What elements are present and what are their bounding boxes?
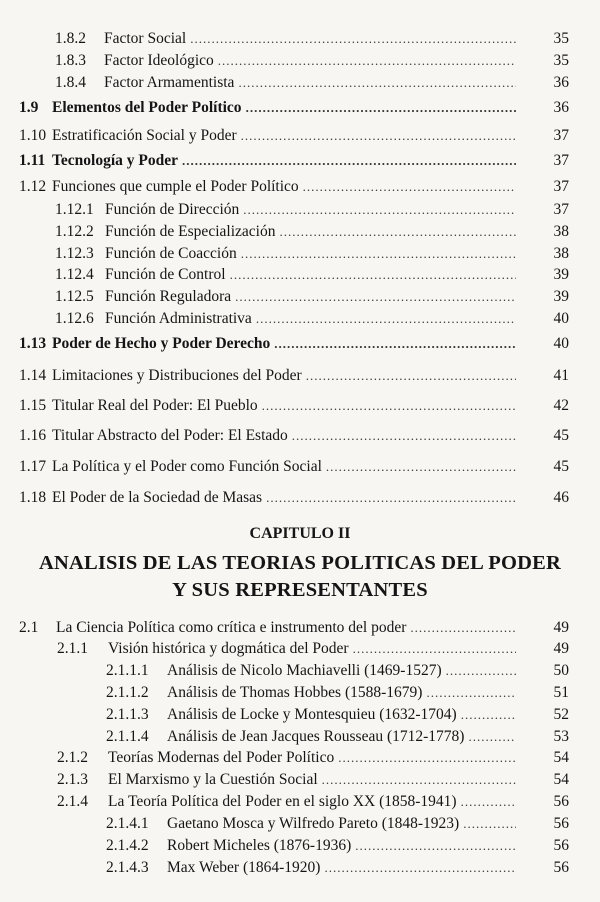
toc-entry-number: 1.12.2 [55, 223, 94, 240]
toc-entry-page: 54 [553, 771, 569, 788]
toc-entry-number: 1.9 [19, 99, 39, 116]
toc-entry-title: Titular Abstracto del Poder: El Estado [52, 427, 288, 444]
toc-entry-page: 37 [553, 178, 569, 195]
toc-entry-title: Análisis de Jean Jacques Rousseau (1712-1778) [167, 728, 465, 745]
toc-entry-number: 2.1 [19, 619, 39, 636]
toc-entry[interactable] [19, 97, 520, 119]
toc-entry-page: 45 [553, 427, 569, 444]
dot-leader [241, 243, 516, 265]
dot-leader [190, 28, 516, 50]
toc-entry-title: Función de Especialización [105, 223, 276, 240]
toc-entry-page: 49 [553, 640, 569, 657]
toc-entry[interactable] [106, 857, 520, 879]
toc-entry-number: 2.1.4 [57, 793, 88, 810]
dot-leader [235, 286, 516, 308]
toc-entry[interactable] [19, 487, 520, 509]
toc-entry-number: 1.8.2 [55, 30, 86, 47]
toc-entry-title: Titular Real del Poder: El Pueblo [52, 397, 258, 414]
toc-entry[interactable] [19, 333, 520, 355]
toc-entry[interactable] [55, 28, 520, 50]
toc-entry-title: Tecnología y Poder [52, 152, 179, 169]
toc-entry-title: Función de Control [105, 266, 226, 283]
toc-entry-page: 39 [553, 288, 569, 305]
toc-entry[interactable] [106, 682, 520, 704]
toc-entry-title: Poder de Hecho y Poder Derecho [52, 335, 271, 352]
toc-entry-page: 40 [553, 310, 569, 327]
toc-entry-page: 35 [553, 30, 569, 47]
toc-entry[interactable] [106, 704, 520, 726]
dot-leader [410, 617, 516, 639]
toc-entry[interactable] [19, 425, 520, 447]
toc-entry-number: 1.12.4 [55, 266, 94, 283]
toc-entry-page: 37 [553, 127, 569, 144]
toc-entry[interactable] [55, 50, 520, 72]
toc-entry-title: La Ciencia Política como crítica e instrumento del poder [56, 619, 407, 636]
toc-entry-number: 1.15 [19, 397, 47, 414]
toc-entry-title: Gaetano Mosca y Wilfredo Pareto (1848-1923) [167, 815, 460, 832]
dot-leader [266, 487, 516, 509]
toc-entry-number: 1.10 [19, 127, 47, 144]
toc-entry-page: 56 [553, 793, 569, 810]
toc-entry-page: 38 [553, 245, 569, 262]
toc-entry-title: Funciones que cumple el Poder Político [52, 178, 299, 195]
toc-entry-page: 52 [553, 706, 569, 723]
chapter-label: CAPITULO II [249, 525, 351, 542]
toc-entry[interactable] [57, 638, 520, 660]
toc-entry[interactable] [106, 660, 520, 682]
toc-entry-page: 49 [553, 619, 569, 636]
toc-entry[interactable] [19, 176, 520, 198]
toc-entry-page: 41 [553, 367, 569, 384]
toc-entry-number: 1.14 [19, 367, 47, 384]
dot-leader [426, 682, 516, 704]
dot-leader [262, 395, 516, 417]
toc-entry[interactable] [19, 395, 520, 417]
toc-entry-number: 2.1.1.3 [106, 706, 149, 723]
toc-entry-number: 2.1.4.3 [106, 859, 149, 876]
dot-leader [279, 221, 516, 243]
toc-entry-number: 1.12.5 [55, 288, 94, 305]
toc-entry[interactable] [55, 199, 520, 221]
toc-entry[interactable] [55, 243, 520, 265]
dot-leader [338, 747, 516, 769]
dot-leader [182, 150, 516, 172]
dot-leader [241, 125, 516, 147]
toc-entry-title: Robert Micheles (1876-1936) [167, 837, 352, 854]
toc-entry-title: La Teoría Política del Poder en el siglo XX (1858-1941) [108, 793, 457, 810]
toc-entry[interactable] [19, 456, 520, 478]
dot-leader [246, 97, 516, 119]
toc-entry-number: 2.1.1 [57, 640, 88, 657]
toc-entry-number: 1.13 [19, 335, 47, 352]
toc-entry-page: 45 [553, 458, 569, 475]
toc-entry-title: Factor Ideológico [104, 52, 214, 69]
toc-entry-number: 1.18 [19, 489, 47, 506]
toc-entry-page: 56 [553, 815, 569, 832]
toc-entry-number: 1.8.3 [55, 52, 86, 69]
toc-entry-number: 1.12.3 [55, 245, 94, 262]
toc-entry-title: Elementos del Poder Político [52, 99, 242, 116]
toc-entry-page: 37 [553, 152, 569, 169]
toc-entry[interactable] [106, 726, 520, 748]
toc-entry[interactable] [106, 813, 520, 835]
toc-entry-title: La Política y el Poder como Función Social [52, 458, 322, 475]
toc-entry-page: 50 [553, 662, 569, 679]
toc-entry-number: 1.16 [19, 427, 47, 444]
toc-entry-page: 38 [553, 223, 569, 240]
toc-entry-title: Análisis de Nicolo Machiavelli (1469-1527) [167, 662, 442, 679]
toc-entry-number: 2.1.4.2 [106, 837, 149, 854]
dot-leader [256, 308, 516, 330]
dot-leader [463, 813, 516, 835]
toc-entry-title: Max Weber (1864-1920) [167, 859, 321, 876]
chapter-title-line-1: ANALISIS DE LAS TEORIAS POLITICAS DEL PODER [38, 552, 561, 574]
toc-entry-title: Factor Armamentista [104, 74, 235, 91]
toc-entry-number: 2.1.1.1 [106, 662, 149, 679]
toc-entry[interactable] [55, 286, 520, 308]
toc-entry-title: Estratificación Social y Poder [52, 127, 237, 144]
dot-leader [306, 365, 516, 387]
toc-entry-title: El Marxismo y la Cuestión Social [108, 771, 318, 788]
toc-entry[interactable] [57, 769, 520, 791]
dot-leader [292, 425, 516, 447]
toc-entry-number: 1.8.4 [55, 74, 86, 91]
toc-entry-page: 46 [553, 489, 569, 506]
toc-entry-number: 1.12.1 [55, 201, 94, 218]
toc-entry[interactable] [57, 747, 520, 769]
toc-entry-title: Función Administrativa [105, 310, 252, 327]
dot-leader [274, 333, 516, 355]
dot-leader [303, 176, 516, 198]
toc-entry-number: 1.12.6 [55, 310, 94, 327]
toc-entry-title: Análisis de Locke y Montesquieu (1632-1704) [167, 706, 457, 723]
dot-leader [243, 199, 516, 221]
toc-entry-page: 42 [553, 397, 569, 414]
toc-entry-page: 56 [553, 837, 569, 854]
dot-leader [230, 264, 516, 286]
toc-entry-title: Función Reguladora [105, 288, 232, 305]
toc-entry-page: 40 [553, 335, 569, 352]
dot-leader [461, 704, 516, 726]
toc-entry-page: 53 [553, 728, 569, 745]
dot-leader [326, 456, 516, 478]
toc-entry-page: 56 [553, 859, 569, 876]
toc-entry-number: 2.1.1.4 [106, 728, 149, 745]
chapter-title-line-2: Y SUS REPRESENTANTES [172, 579, 428, 601]
dot-leader [238, 72, 516, 94]
toc-entry-page: 35 [553, 52, 569, 69]
toc-entry-number: 2.1.1.2 [106, 684, 149, 701]
toc-entry-number: 2.1.3 [57, 771, 88, 788]
toc-entry-title: Limitaciones y Distribuciones del Poder [52, 367, 302, 384]
toc-entry[interactable] [19, 617, 520, 639]
dot-leader [218, 50, 516, 72]
toc-entry-number: 1.17 [19, 458, 47, 475]
dot-leader [446, 660, 516, 682]
toc-entry-title: Función de Coacción [105, 245, 237, 262]
dot-leader [355, 835, 516, 857]
toc-entry-page: 39 [553, 266, 569, 283]
toc-entry[interactable] [55, 221, 520, 243]
toc-entry-title: Visión histórica y dogmática del Poder [108, 640, 349, 657]
toc-entry-page: 36 [553, 74, 569, 91]
toc-entry[interactable] [106, 835, 520, 857]
dot-leader [322, 769, 516, 791]
dot-leader [324, 857, 516, 879]
toc-entry[interactable] [57, 791, 520, 813]
toc-entry-page: 36 [553, 99, 569, 116]
toc-entry-title: Análisis de Thomas Hobbes (1588-1679) [167, 684, 423, 701]
toc-entry[interactable] [19, 365, 520, 387]
toc-entry[interactable] [19, 150, 520, 172]
toc-entry-title: El Poder de la Sociedad de Masas [52, 489, 263, 506]
toc-entry[interactable] [19, 125, 520, 147]
toc-entry[interactable] [55, 72, 520, 94]
dot-leader [468, 726, 516, 748]
toc-entry-title: Función de Dirección [105, 201, 240, 218]
toc-entry-page: 54 [553, 749, 569, 766]
toc-entry-number: 1.11 [19, 152, 46, 169]
toc-entry-title: Factor Social [104, 30, 187, 47]
toc-entry[interactable] [55, 264, 520, 286]
dot-leader [461, 791, 516, 813]
toc-entry[interactable] [55, 308, 520, 330]
dot-leader [353, 638, 516, 660]
toc-entry-page: 37 [553, 201, 569, 218]
toc-entry-title: Teorías Modernas del Poder Político [108, 749, 335, 766]
toc-entry-number: 2.1.4.1 [106, 815, 149, 832]
toc-entry-page: 51 [553, 684, 569, 701]
toc-entry-number: 2.1.2 [57, 749, 88, 766]
toc-entry-number: 1.12 [19, 178, 47, 195]
